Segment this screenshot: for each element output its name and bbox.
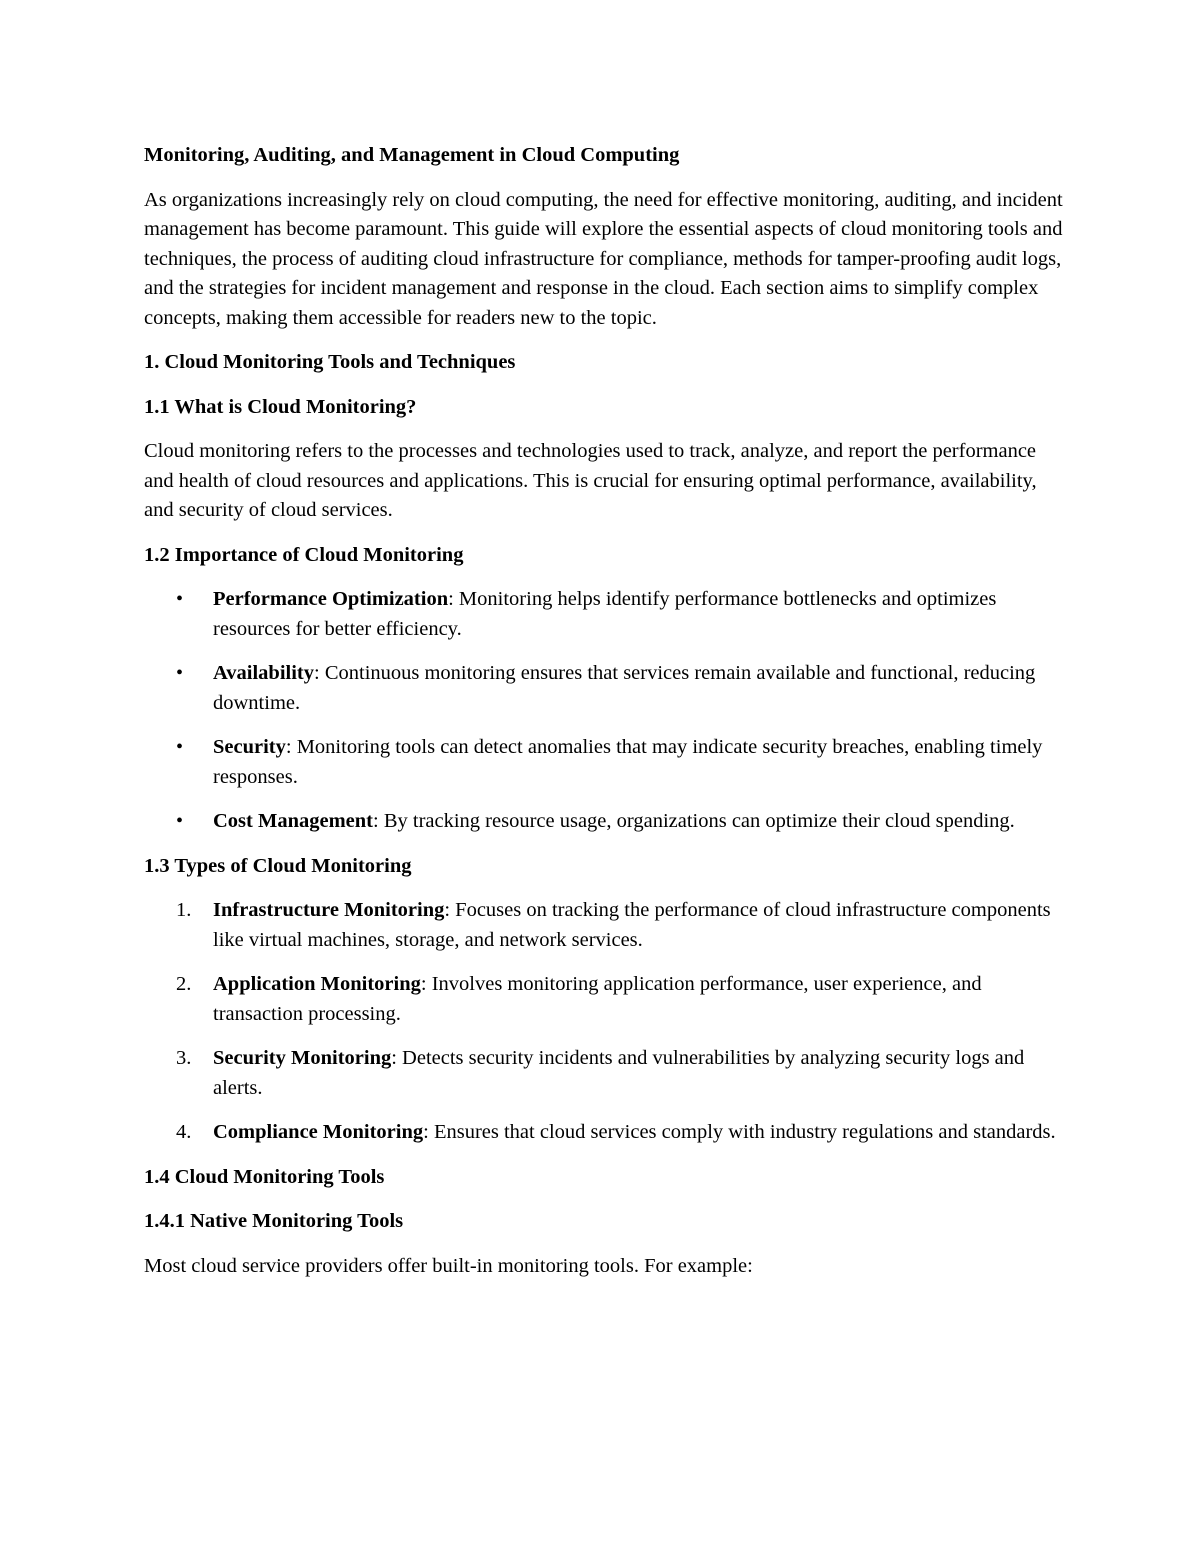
section-1-4-heading: 1.4 Cloud Monitoring Tools bbox=[144, 1165, 385, 1188]
list-item-text: : By tracking resource usage, organizations can optimize their cloud spending. bbox=[373, 810, 1015, 832]
list-item-number: 3. bbox=[176, 1047, 192, 1069]
list-item-text: : Focuses on tracking the performance of cloud infrastructure components like virtual machines, storage, and network services. bbox=[213, 899, 1051, 951]
section-1-1-heading: 1.1 What is Cloud Monitoring? bbox=[144, 395, 417, 418]
list-item-term: Security bbox=[213, 736, 286, 758]
intro-paragraph: As organizations increasingly rely on cloud computing, the need for effective monitoring, auditing, and incident management has become paramount. This guide will explore the essential aspects of cloud monitoring tools and techniques, the process of auditing cloud infrastructure for compliance, methods for tamper-proofing audit logs, and the strategies for incident management and response in the cloud. Each section aims to simplify complex concepts, making them accessible for readers new to the topic. bbox=[144, 188, 1063, 329]
list-item-number: 1. bbox=[176, 899, 192, 921]
bullet-icon: • bbox=[176, 662, 184, 684]
list-item-text: : Monitoring tools can detect anomalies that may indicate security breaches, enabling timely responses. bbox=[213, 736, 1043, 788]
list-item-text: : Involves monitoring application performance, user experience, and transaction processing. bbox=[213, 973, 982, 1025]
list-item-number: 2. bbox=[176, 973, 192, 995]
list-item-term: Compliance Monitoring bbox=[213, 1121, 424, 1143]
bullet-icon: • bbox=[176, 810, 184, 832]
list-item bbox=[144, 970, 1069, 1029]
section-1-4-1-heading: 1.4.1 Native Monitoring Tools bbox=[144, 1210, 404, 1232]
list-item-term: Infrastructure Monitoring bbox=[213, 899, 445, 921]
list-item bbox=[144, 896, 1069, 955]
list-item-term: Application Monitoring bbox=[213, 973, 421, 995]
section-1-3-heading: 1.3 Types of Cloud Monitoring bbox=[144, 854, 412, 877]
list-item-text: : Ensures that cloud services comply with industry regulations and standards. bbox=[423, 1121, 1056, 1143]
list-item-term: Cost Management bbox=[213, 810, 373, 832]
list-item bbox=[144, 1044, 1069, 1103]
list-item-text: : Monitoring helps identify performance bottlenecks and optimizes resources for better efficiency. bbox=[213, 588, 997, 640]
list-item-term: Security Monitoring bbox=[213, 1047, 392, 1069]
bullet-icon: • bbox=[176, 736, 184, 758]
list-item bbox=[144, 1118, 1069, 1148]
document-title: Monitoring, Auditing, and Management in Cloud Computing bbox=[144, 144, 680, 166]
list-item-text: : Detects security incidents and vulnerabilities by analyzing security logs and alerts. bbox=[213, 1047, 1025, 1099]
section-1-1-paragraph: Cloud monitoring refers to the processes and technologies used to track, analyze, and report the performance and health of cloud resources and applications. This is crucial for ensuring optimal performance, availability, and security of cloud services. bbox=[144, 440, 1037, 521]
section-1-heading: 1. Cloud Monitoring Tools and Techniques bbox=[144, 351, 516, 373]
list-item-text: : Continuous monitoring ensures that services remain available and functional, reducing downtime. bbox=[213, 662, 1036, 714]
section-1-4-1-paragraph: Most cloud service providers offer built-in monitoring tools. For example: bbox=[144, 1254, 753, 1277]
importance-bullet-list bbox=[144, 585, 1069, 837]
list-item bbox=[144, 585, 1069, 644]
section-1-2-heading: 1.2 Importance of Cloud Monitoring bbox=[144, 543, 464, 566]
bullet-icon: • bbox=[176, 588, 184, 610]
list-item bbox=[144, 659, 1069, 718]
list-item-term: Availability bbox=[213, 662, 314, 684]
list-item-term: Performance Optimization bbox=[213, 588, 449, 610]
list-item bbox=[144, 733, 1069, 792]
list-item-number: 4. bbox=[176, 1121, 192, 1143]
list-item bbox=[144, 807, 1069, 837]
document-body bbox=[144, 141, 1069, 1296]
types-numbered-list bbox=[144, 896, 1069, 1148]
